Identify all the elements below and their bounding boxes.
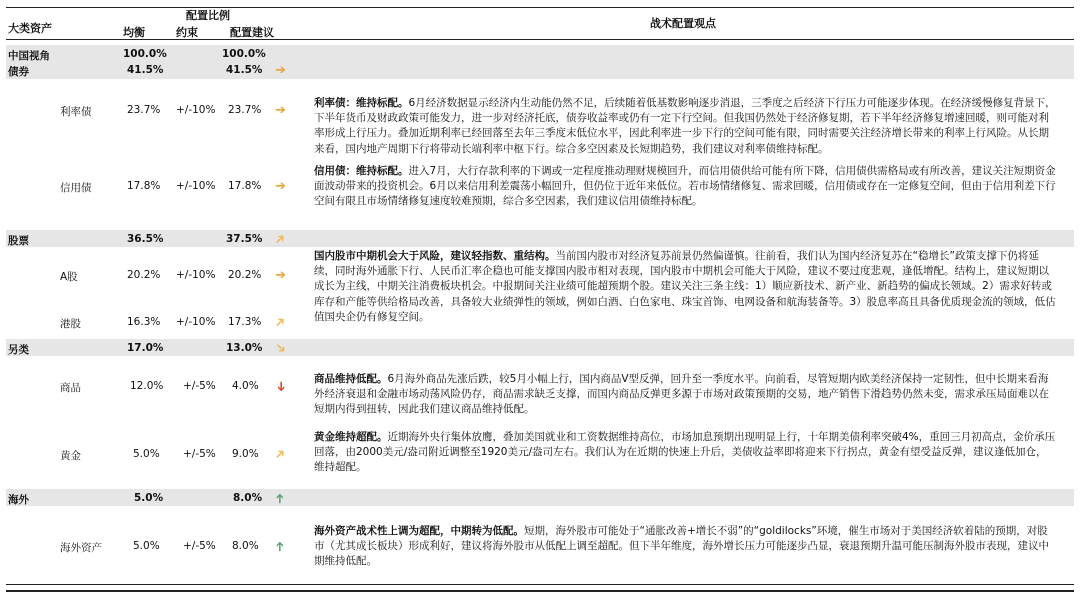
row-overseas-name: 海外: [8, 494, 29, 506]
row-overseas-assets-name: 海外资产: [60, 542, 102, 554]
row-a-share-suggestion: 20.2%: [228, 269, 262, 281]
row-overseas-suggestion: 8.0%: [233, 492, 263, 504]
row-overseas-assets-balanced: 5.0%: [133, 540, 160, 552]
arrow-right-icon: ➔: [275, 103, 286, 118]
header-tactical-view: 战术配置观点: [650, 17, 716, 30]
view-gold-body: 近期海外央行集体放鹰，叠加美国就业和工资数据维持高位，市场加息预期出现明显上行，十年期美债利率突破4%，重回三月初高点，金价承压回落，由2000美元/盎司附近调整至1920美元/盎司左右。我们认为在近期的快速上升后，美债收益率即将迎来下行拐点，黄金有望受益反弹，建议逢低加仓，维持超配。: [314, 431, 1056, 474]
row-rate-bonds-constraint: +/-10%: [176, 104, 216, 116]
arrow-up-right-icon: ➔: [271, 313, 290, 332]
view-rate-bonds-lead: 利率债：维持标配。: [314, 97, 409, 109]
row-rate-bonds-suggestion: 23.7%: [228, 104, 262, 116]
view-equity-body: 当前国内股市对经济复苏前景仍然偏谨慎。往前看，我们认为国内经济复苏在“稳增长”政策支撑下仍将延续，同时海外通胀下行、人民币汇率企稳也可能支撑国内股市相对表现，国内股市中期机会可能大于风险，建议不要过度悲观，逢低增配。结构上，建议短期以成长为主线，中期关注消费板块机会。中报期间关注业绩可能超预期个股。建议关注三条主线：1）顺应新技术、新产业、新趋势的偏成长领域。2）需求好转或库存和产能等供给格局改善，具备较大业绩弹性的领域，例如白酒、白色家电、珠宝首饰、电网设备和航海装备等。3）股息率高且具备优质现金流的领域，低估值国央企仍有修复空间。: [314, 250, 1056, 323]
row-overseas-assets-constraint: +/-5%: [183, 540, 216, 552]
band-alternative: [6, 339, 1074, 356]
view-commodity-lead: 商品维持低配。: [314, 373, 388, 385]
bottom-rule: [6, 584, 1074, 585]
row-alternative-suggestion: 13.0%: [226, 342, 263, 354]
view-gold-lead: 黄金维持超配。: [314, 431, 388, 443]
header-balanced: 均衡: [123, 26, 145, 39]
header-suggestion: 配置建议: [230, 26, 274, 39]
view-commodity-body: 6月海外商品先涨后跌，较5月小幅上行，国内商品V型反弹，回升至一季度水平。向前看，尽管短期内欧美经济保持一定韧性，但中长期来看海外经济衰退和金融市场动荡风险仍存，商品需求缺乏支撑，而国内商品反弹更多源于市场对政策预期的交易，地产销售下滑趋势仍然未变，需求承压局面难以在短期内得到扭转，因此我们建议商品维持低配。: [314, 373, 1049, 416]
row-a-share-balanced: 20.2%: [127, 269, 161, 281]
arrow-right-icon: ➔: [275, 268, 286, 283]
row-hk-share-balanced: 16.3%: [127, 316, 161, 328]
header-allocation-ratio: 配置比例: [186, 9, 230, 22]
row-bonds-name: 债券: [8, 66, 29, 78]
view-credit-bonds-body: 进入7月，大行存款利率的下调或一定程度推动理财规模回升，而信用债供给可能有所下降，信用债供需格局或有所改善，建议关注短期资金面波动带来的投资机会。6月以来信用利差震荡小幅回升，但仍位于近年来低位。若市场情绪修复、需求回暖，信用债或存在一定修复空间，但由于信用利差下行空间有限且市场情绪修复速度较难预期，综合多空因素，我们建议信用债维持标配。: [314, 165, 1056, 208]
row-commodity-constraint: +/-5%: [183, 380, 216, 392]
row-credit-bonds-name: 信用债: [60, 182, 92, 194]
row-alternative-balanced: 17.0%: [127, 342, 164, 354]
view-equity: [314, 249, 1056, 325]
view-equity-lead: 国内股市中期机会大于风险，建议轻指数、重结构。: [314, 250, 556, 262]
row-gold-name: 黄金: [60, 450, 81, 462]
arrow-down-right-icon: ➔: [271, 339, 290, 358]
row-hk-share-name: 港股: [60, 318, 81, 330]
arrow-down-icon: ➔: [272, 381, 288, 392]
row-gold-suggestion: 9.0%: [232, 448, 259, 460]
header-asset-class: 大类资产: [8, 22, 52, 35]
row-commodity-suggestion: 4.0%: [232, 380, 259, 392]
view-overseas-lead: 海外资产战术性上调为超配，中期转为低配。: [314, 525, 524, 537]
row-bonds-suggestion: 41.5%: [226, 64, 263, 76]
row-a-share-name: A股: [60, 271, 78, 283]
header-constraint: 约束: [176, 26, 198, 39]
row-hk-share-suggestion: 17.3%: [228, 316, 262, 328]
band-overseas: [6, 489, 1074, 506]
arrow-up-right-icon: ➔: [271, 445, 290, 464]
arrow-up-icon: ➔: [272, 541, 288, 552]
view-overseas: [314, 524, 1056, 570]
row-overseas-assets-suggestion: 8.0%: [232, 540, 259, 552]
row-china-name: 中国视角: [8, 50, 50, 62]
row-china-suggestion: 100.0%: [222, 48, 266, 60]
row-commodity-balanced: 12.0%: [130, 380, 164, 392]
view-credit-bonds: [314, 164, 1056, 210]
row-gold-constraint: +/-5%: [183, 448, 216, 460]
view-commodity: [314, 372, 1056, 418]
row-gold-balanced: 5.0%: [133, 448, 160, 460]
header-rule: [6, 39, 1074, 40]
row-equity-name: 股票: [8, 235, 29, 247]
row-credit-bonds-balanced: 17.8%: [127, 180, 161, 192]
row-credit-bonds-constraint: +/-10%: [176, 180, 216, 192]
row-rate-bonds-name: 利率债: [60, 106, 92, 118]
arrow-up-right-icon: ➔: [271, 230, 290, 249]
view-rate-bonds-body: 6月经济数据显示经济内生动能仍然不足，后续随着低基数影响逐步消退，三季度之后经济下行压力可能逐步体现。在经济缓慢修复背景下，下半年货币及财政政策可能发力，进一步对经济托底，债券收益率或仍有一定下行空间。但我国仍然处于经济修复期，若下半年经济修复增速回暖，则可能对利率形成上行压力。叠加近期利率已经回落至去年三季度末低位水平，因此利率进一步下行的空间可能有限，同时需要关注经济增长带来的利率上行风险。从长期来看，国内地产周期下行将带动长端利率中枢下行。综合多空因素及长短期趋势，我们建议对利率债维持标配。: [314, 97, 1056, 155]
row-china-balanced: 100.0%: [123, 48, 167, 60]
row-alternative-name: 另类: [8, 344, 29, 356]
row-bonds-balanced: 41.5%: [127, 64, 164, 76]
arrow-right-icon: ➔: [275, 179, 286, 194]
top-rule: [6, 7, 1074, 8]
row-equity-balanced: 36.5%: [127, 233, 164, 245]
row-commodity-name: 商品: [60, 382, 81, 394]
view-gold: [314, 430, 1056, 476]
row-a-share-constraint: +/-10%: [176, 269, 216, 281]
row-hk-share-constraint: +/-10%: [176, 316, 216, 328]
arrow-up-icon: ➔: [272, 493, 288, 504]
arrow-right-icon: ➔: [275, 63, 286, 78]
view-credit-bonds-lead: 信用债：维持标配。: [314, 165, 409, 177]
view-rate-bonds: [314, 96, 1056, 157]
bottom-double-rule: [6, 590, 1074, 592]
row-overseas-balanced: 5.0%: [134, 492, 164, 504]
row-credit-bonds-suggestion: 17.8%: [228, 180, 262, 192]
band-equity: [6, 230, 1074, 247]
row-equity-suggestion: 37.5%: [226, 233, 263, 245]
row-rate-bonds-balanced: 23.7%: [127, 104, 161, 116]
view-overseas-body: 短期，海外股市可能处于“通胀改善+增长不弱”的“goldilocks”环境，催生市场对于美国经济软着陆的预期，对股市（尤其成长板块）形成利好，建议将海外股市从低配上调至超配。但下半年维度，海外增长压力可能逐步凸显，衰退预期升温可能压制海外股市表现，建议中期维持低配。: [314, 525, 1049, 568]
